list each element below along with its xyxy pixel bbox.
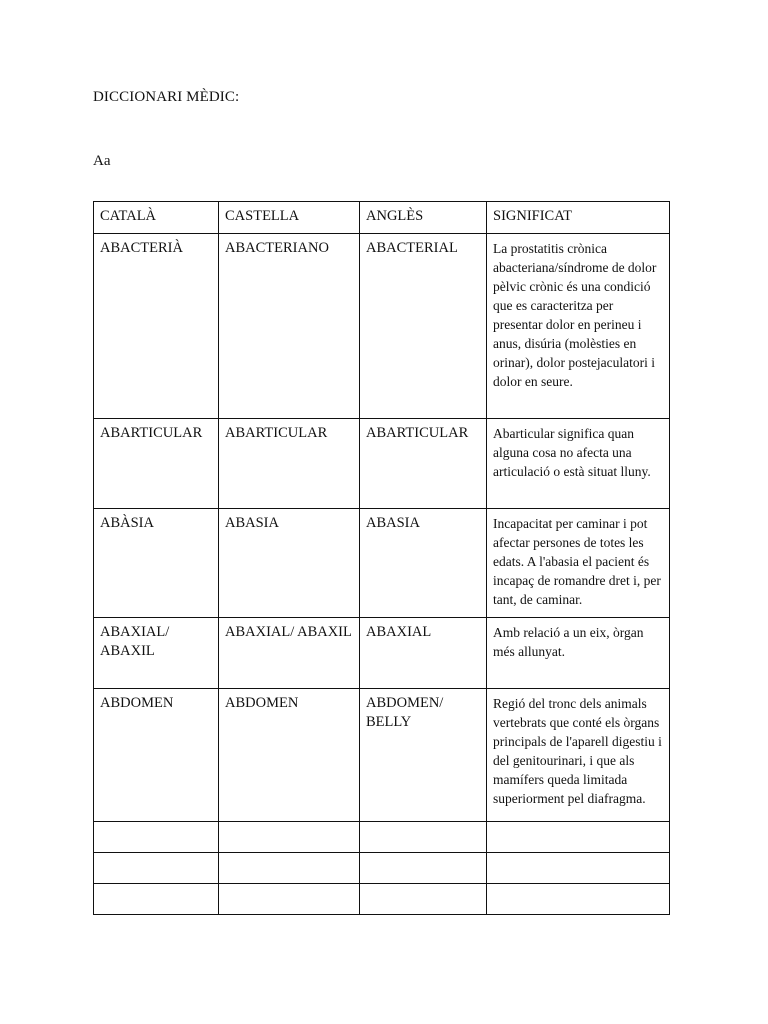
cell-castella: ABACTERIANO (219, 234, 360, 419)
cell-angles: ABDOMEN/ BELLY (360, 689, 487, 822)
section-letter: Aa (93, 153, 111, 169)
cell-significat: Abarticular significa quan alguna cosa no afecta una articulació o està situat lluny. (487, 419, 670, 509)
table-header-row (94, 202, 670, 234)
table-row (94, 689, 670, 822)
empty-cell (487, 853, 670, 884)
cell-angles: ABARTICULAR (360, 419, 487, 509)
empty-table-row (94, 822, 670, 853)
empty-cell (360, 853, 487, 884)
empty-cell (487, 822, 670, 853)
cell-angles: ABACTERIAL (360, 234, 487, 419)
empty-cell (360, 822, 487, 853)
empty-table-row (94, 853, 670, 884)
dictionary-table (93, 201, 670, 915)
cell-catala: ABDOMEN (94, 689, 219, 822)
empty-cell (94, 853, 219, 884)
empty-table-row (94, 884, 670, 915)
cell-catala: ABÀSIA (94, 509, 219, 618)
cell-significat: Amb relació a un eix, òrgan més allunyat. (487, 618, 670, 689)
empty-cell (219, 822, 360, 853)
header-significat: SIGNIFICAT (487, 202, 670, 234)
cell-significat: Incapacitat per caminar i pot afectar persones de totes les edats. A l'abasia el pacient és incapaç de romandre dret i, per tant, de caminar. (487, 509, 670, 618)
table-row (94, 234, 670, 419)
empty-cell (219, 884, 360, 915)
cell-catala: ABAXIAL/ ABAXIL (94, 618, 219, 689)
document-title: DICCIONARI MÈDIC: (93, 89, 240, 105)
empty-cell (487, 884, 670, 915)
empty-cell (94, 884, 219, 915)
cell-catala: ABARTICULAR (94, 419, 219, 509)
cell-castella: ABAXIAL/ ABAXIL (219, 618, 360, 689)
header-catala: CATALÀ (94, 202, 219, 234)
cell-castella: ABDOMEN (219, 689, 360, 822)
header-angles: ANGLÈS (360, 202, 487, 234)
cell-catala: ABACTERIÀ (94, 234, 219, 419)
cell-angles: ABAXIAL (360, 618, 487, 689)
cell-significat: Regió del tronc dels animals vertebrats que conté els òrgans principals de l'aparell digestiu i del genitourinari, i que als mamífers queda limitada superiorment pel diafragma. (487, 689, 670, 822)
table-row (94, 419, 670, 509)
cell-significat: La prostatitis crònica abacteriana/síndrome de dolor pèlvic crònic és una condició que es caracteritza per presentar dolor en perineu i anus, disúria (molèsties en orinar), dolor postejaculatori i dolor en seure. (487, 234, 670, 419)
header-castella: CASTELLA (219, 202, 360, 234)
empty-cell (94, 822, 219, 853)
cell-castella: ABARTICULAR (219, 419, 360, 509)
table-row (94, 509, 670, 618)
cell-castella: ABASIA (219, 509, 360, 618)
cell-angles: ABASIA (360, 509, 487, 618)
empty-cell (360, 884, 487, 915)
table-row (94, 618, 670, 689)
empty-cell (219, 853, 360, 884)
